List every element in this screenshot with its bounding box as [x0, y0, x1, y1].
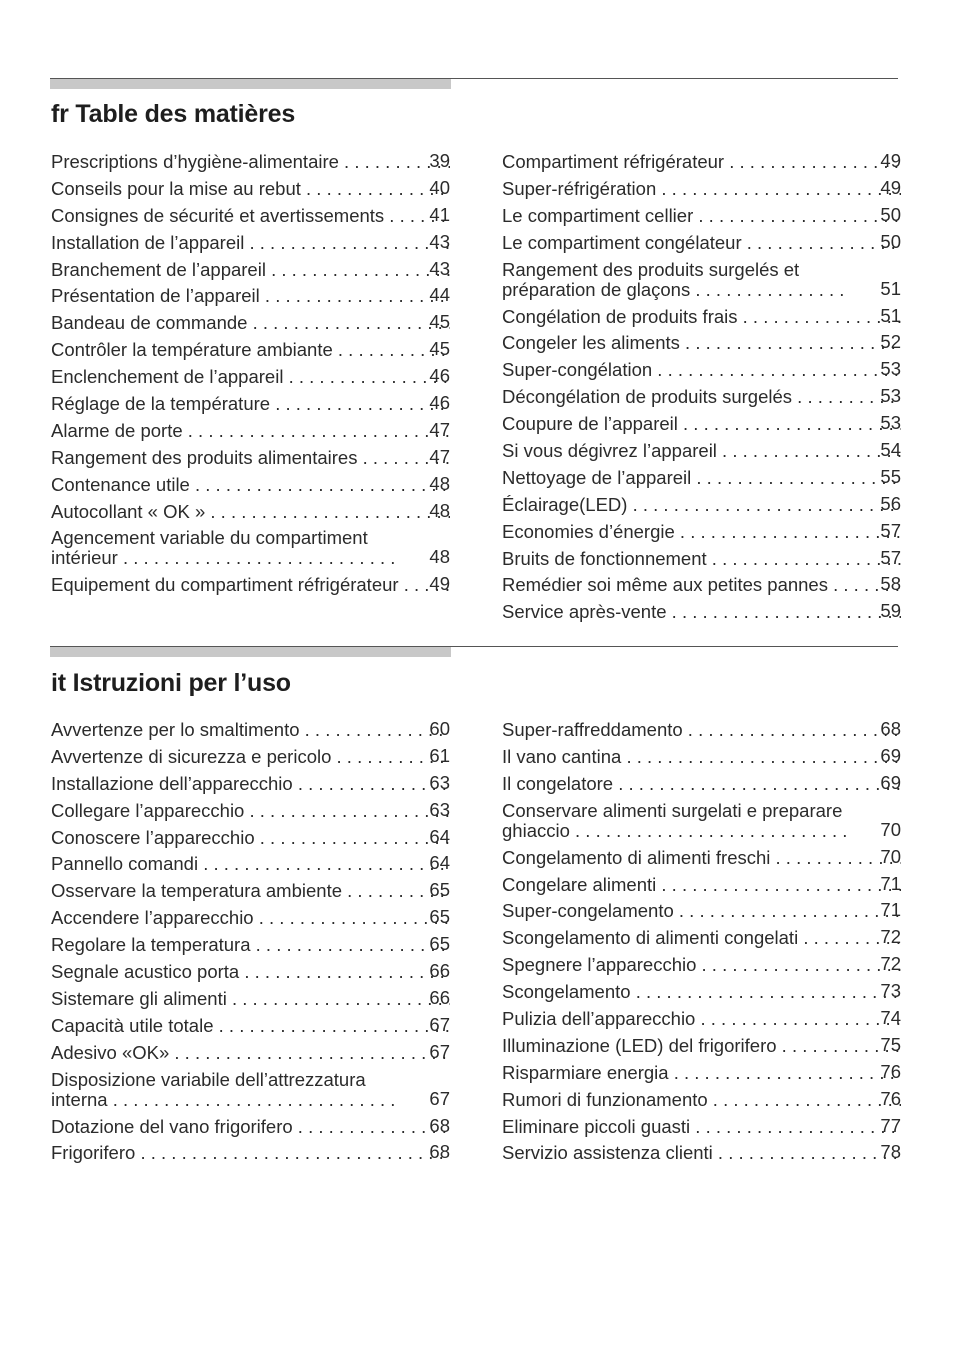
toc-entry-page: 49: [880, 176, 901, 198]
toc-entry-title: Agencement variable du compartiment intérieur . . .: [51, 528, 450, 568]
toc-entry[interactable]: [502, 230, 901, 253]
toc-entry[interactable]: [51, 575, 450, 595]
leader-dots: [627, 492, 901, 515]
leader-dots: [251, 935, 451, 955]
toc-entry[interactable]: [51, 986, 450, 1009]
toc-entry[interactable]: [502, 176, 901, 199]
toc-entry-title: Bandeau de commande . . .: [51, 313, 450, 333]
toc-entry[interactable]: [51, 935, 450, 955]
toc-entry-page: 67: [429, 1087, 450, 1109]
leader-dots: [669, 1060, 901, 1083]
toc-entry-title: Nettoyage de l’appareil . . .: [502, 468, 901, 488]
toc-entry[interactable]: [502, 360, 901, 380]
toc-entry[interactable]: [51, 286, 450, 306]
leader-dots: [266, 257, 450, 280]
toc-entry[interactable]: [502, 414, 901, 434]
toc-entry-title: Il vano cantina . . .: [502, 747, 901, 767]
toc-entry-title: Super-congelamento . . .: [502, 901, 901, 921]
toc-entry[interactable]: [502, 1087, 901, 1110]
leader-dots: [183, 418, 450, 441]
toc-entry[interactable]: [51, 1114, 450, 1137]
toc-entry[interactable]: [502, 845, 901, 868]
toc-entry[interactable]: [51, 394, 450, 414]
leader-dots: [696, 955, 901, 975]
toc-entry[interactable]: [51, 1040, 450, 1063]
leader-dots: [214, 1013, 451, 1036]
toc-entry-title: Rumori di funzionamento . . .: [502, 1090, 901, 1110]
toc-entry[interactable]: [51, 445, 450, 468]
toc-entry-page: 49: [880, 150, 901, 171]
toc-entry-page: 73: [880, 980, 901, 1002]
leader-dots: [51, 547, 395, 568]
leader-dots: [631, 982, 901, 1002]
leader-dots: [683, 720, 901, 740]
leader-dots: [678, 414, 901, 434]
toc-column-fr-left: [51, 152, 450, 602]
leader-dots: [742, 230, 901, 253]
toc-entry-page: 65: [429, 906, 450, 928]
toc-entry-title: Capacità utile totale . . .: [51, 1016, 450, 1036]
leader-dots: [283, 367, 450, 387]
toc-entry[interactable]: [51, 744, 450, 767]
toc-entry-page: 75: [880, 1033, 901, 1055]
leader-dots: [724, 152, 901, 172]
leader-dots: [667, 602, 901, 622]
toc-entry-title: Alarme de porte . . .: [51, 421, 450, 441]
toc-entry-title: Frigorifero . . .: [51, 1143, 450, 1163]
toc-entry[interactable]: [51, 881, 450, 901]
toc-entry-title: Service après-vente . . .: [502, 602, 901, 622]
leader-dots: [255, 825, 450, 848]
toc-entry-page: 53: [880, 385, 901, 407]
leader-dots: [51, 1089, 395, 1110]
toc-entry-page: 51: [880, 277, 901, 299]
toc-entry-page: 57: [880, 546, 901, 568]
toc-entry[interactable]: [502, 492, 901, 515]
toc-entry-page: 53: [880, 358, 901, 380]
toc-entry[interactable]: [502, 602, 901, 622]
toc-entry[interactable]: [502, 519, 901, 542]
toc-entry-page: 49: [429, 573, 450, 595]
toc-entry-page: 43: [429, 230, 450, 252]
toc-entry-title: Consignes de sécurité et avertissements . . .: [51, 206, 450, 226]
toc-entry-page: 77: [880, 1114, 901, 1136]
toc-entry-title: Spegnere l’apparecchio . . .: [502, 955, 901, 975]
toc-entry-page: 52: [880, 331, 901, 353]
toc-entry[interactable]: [502, 872, 901, 895]
toc-entry-title: Bruits de fonctionnement . . .: [502, 549, 901, 569]
leader-dots: [613, 771, 901, 794]
toc-entry[interactable]: [502, 152, 901, 172]
leader-dots: [502, 279, 846, 300]
toc-entry-title: Éclairage(LED) . . .: [502, 495, 901, 515]
language-code: it: [51, 669, 66, 697]
section-title-fr: [51, 100, 295, 129]
toc-entry-title: Il congelatore . . .: [502, 774, 901, 794]
toc-entry[interactable]: [51, 257, 450, 280]
toc-entry-title: Congelare alimenti . . .: [502, 875, 901, 895]
leader-dots: [260, 286, 450, 306]
toc-entry-page: 41: [429, 203, 450, 225]
toc-entry-title: Conservare alimenti surgelati e preparare ghiaccio . . .: [502, 801, 901, 841]
toc-entry[interactable]: [502, 1033, 901, 1056]
toc-column-fr-right: [502, 152, 901, 629]
toc-entry-title: Adesivo «OK» . . .: [51, 1043, 450, 1063]
toc-entry-page: 68: [429, 1114, 450, 1136]
toc-entry-title: Osservare la temperatura ambiente . . .: [51, 881, 450, 901]
toc-entry[interactable]: [502, 387, 901, 407]
toc-entry-page: 76: [880, 1060, 901, 1082]
toc-entry-page: 63: [429, 798, 450, 820]
toc-entry[interactable]: [51, 340, 450, 360]
toc-column-it-right: [502, 720, 901, 1170]
leader-dots: [708, 1087, 901, 1110]
toc-entry-title: Economies d’énergie . . .: [502, 522, 901, 542]
toc-entry-page: 48: [429, 546, 450, 568]
leader-dots: [247, 313, 450, 333]
toc-entry[interactable]: [502, 1060, 901, 1083]
toc-entry-page: 47: [429, 445, 450, 467]
toc-entry-title: Rangement des produits surgelés et préparation de glaçons . . .: [502, 260, 901, 300]
leader-dots: [691, 465, 901, 488]
toc-entry-title: Coupure de l’appareil . . .: [502, 414, 901, 434]
leader-dots: [652, 360, 901, 380]
toc-entry-page: 50: [880, 203, 901, 225]
toc-entry-title: Illuminazione (LED) del frigorifero . . .: [502, 1036, 901, 1056]
toc-entry[interactable]: [51, 771, 450, 794]
toc-entry[interactable]: [502, 1009, 901, 1029]
section-rule-fr: [50, 78, 898, 90]
title-text: Table des matières: [75, 100, 296, 128]
leader-dots: [713, 1143, 901, 1163]
toc-entry-title: Contenance utile . . .: [51, 475, 450, 495]
toc-entry[interactable]: [502, 1143, 901, 1163]
toc-entry-page: 68: [429, 1141, 450, 1163]
toc-entry-title: Pannello comandi . . .: [51, 854, 450, 874]
toc-entry-page: 72: [880, 926, 901, 948]
leader-dots: [707, 546, 901, 569]
toc-entry-page: 67: [429, 1040, 450, 1062]
leader-dots: [254, 908, 450, 928]
leader-dots: [717, 441, 901, 461]
leader-dots: [205, 499, 450, 522]
toc-entry-page: 60: [429, 718, 450, 739]
toc-entry-title: Dotazione del vano frigorifero . . .: [51, 1117, 450, 1137]
toc-entry-page: 65: [429, 879, 450, 901]
leader-dots: [502, 820, 847, 841]
toc-entry[interactable]: [51, 152, 450, 172]
toc-entry[interactable]: [502, 546, 901, 569]
toc-entry-page: 74: [880, 1007, 901, 1029]
toc-entry-title: Réglage de la température . . .: [51, 394, 450, 414]
leader-dots: [135, 1143, 450, 1163]
toc-entry-page: 68: [880, 718, 901, 739]
toc-entry-page: 46: [429, 392, 450, 414]
leader-dots: [190, 472, 450, 495]
leader-dots: [301, 176, 450, 199]
toc-entry-title: Avvertenze di sicurezza e pericolo . . .: [51, 747, 450, 767]
toc-entry-title: Conseils pour la mise au rebut . . .: [51, 179, 450, 199]
toc-entry-title: Contrôler la température ambiante . . .: [51, 340, 450, 360]
toc-entry-page: 55: [880, 465, 901, 487]
toc-entry-title: Scongelamento . . .: [502, 982, 901, 1002]
toc-entry-page: 71: [880, 899, 901, 921]
toc-entry[interactable]: [51, 1013, 450, 1036]
toc-column-it-left: [51, 720, 450, 1170]
toc-entry[interactable]: [51, 1070, 450, 1110]
toc-entry[interactable]: [51, 367, 450, 387]
toc-entry[interactable]: [502, 982, 901, 1002]
toc-entry-title: Servizio assistenza clienti . . .: [502, 1143, 901, 1163]
leader-dots: [695, 1009, 901, 1029]
leader-dots: [675, 519, 901, 542]
toc-entry-title: Autocollant « OK » . . .: [51, 502, 450, 522]
toc-entry[interactable]: [51, 798, 450, 821]
leader-dots: [244, 798, 450, 821]
leader-dots: [656, 176, 901, 199]
toc-entry-title: Super-réfrigération . . .: [502, 179, 901, 199]
toc-entry-page: 78: [880, 1141, 901, 1163]
leader-dots: [244, 230, 450, 253]
toc-entry-page: 43: [429, 257, 450, 279]
leader-dots: [169, 1040, 450, 1063]
toc-entry[interactable]: [51, 720, 450, 740]
toc-entry-title: Segnale acustico porta . . .: [51, 962, 450, 982]
toc-entry-page: 45: [429, 338, 450, 360]
toc-entry[interactable]: [51, 499, 450, 522]
toc-entry[interactable]: [502, 1114, 901, 1137]
toc-entry-title: Présentation de l’appareil . . .: [51, 286, 450, 306]
toc-entry[interactable]: [502, 744, 901, 767]
toc-entry-page: 40: [429, 176, 450, 198]
toc-entry-page: 70: [880, 845, 901, 867]
toc-entry-title: Conoscere l’apparecchio . . .: [51, 828, 450, 848]
leader-dots: [674, 901, 901, 921]
toc-entry[interactable]: [51, 313, 450, 333]
toc-entry-title: Super-congélation . . .: [502, 360, 901, 380]
toc-entry[interactable]: [502, 801, 901, 841]
toc-entry[interactable]: [51, 418, 450, 441]
toc-entry-page: 53: [880, 412, 901, 434]
toc-entry-page: 71: [880, 872, 901, 894]
toc-entry-title: Eliminare piccoli guasti . . .: [502, 1117, 901, 1137]
leader-dots: [227, 986, 450, 1009]
toc-entry-page: 50: [880, 230, 901, 252]
toc-entry[interactable]: [51, 472, 450, 495]
toc-entry[interactable]: [502, 771, 901, 794]
leader-dots: [656, 872, 901, 895]
toc-entry-page: 54: [880, 439, 901, 461]
toc-entry-page: 76: [880, 1087, 901, 1109]
toc-entry-page: 59: [880, 600, 901, 622]
toc-entry-page: 45: [429, 311, 450, 333]
toc-entry-page: 46: [429, 365, 450, 387]
toc-entry[interactable]: [502, 928, 901, 948]
toc-entry-page: 66: [429, 986, 450, 1008]
toc-entry-page: 65: [429, 933, 450, 955]
section-rule-it: [50, 646, 898, 658]
toc-entry-title: Congélation de produits frais . . .: [502, 307, 901, 327]
toc-entry-page: 72: [880, 953, 901, 975]
toc-entry-page: 66: [429, 960, 450, 982]
toc-entry-title: Regolare la temperatura . . .: [51, 935, 450, 955]
leader-dots: [738, 304, 901, 327]
toc-entry-title: Scongelamento di alimenti congelati . . .: [502, 928, 901, 948]
toc-entry-page: 58: [880, 573, 901, 595]
toc-entry-title: Congelamento di alimenti freschi . . .: [502, 848, 901, 868]
toc-entry-title: Si vous dégivrez l’appareil . . .: [502, 441, 901, 461]
toc-entry-title: Equipement du compartiment réfrigérateur . . .: [51, 575, 450, 595]
toc-entry-title: Le compartiment congélateur . . .: [502, 233, 901, 253]
toc-entry-title: Décongélation de produits surgelés . . .: [502, 387, 901, 407]
toc-entry-title: Branchement de l’appareil . . .: [51, 260, 450, 280]
toc-entry-title: Pulizia dell’apparecchio . . .: [502, 1009, 901, 1029]
leader-dots: [293, 771, 450, 794]
language-code: fr: [51, 100, 69, 128]
toc-entry-page: 39: [429, 150, 450, 171]
toc-entry[interactable]: [51, 1143, 450, 1163]
toc-entry-page: 70: [880, 818, 901, 840]
leader-dots: [239, 962, 450, 982]
toc-entry-title: Enclenchement de l’appareil . . .: [51, 367, 450, 387]
leader-dots: [300, 720, 451, 740]
toc-entry[interactable]: [51, 230, 450, 253]
toc-entry-page: 67: [429, 1013, 450, 1035]
toc-entry-title: Collegare l’apparecchio . . .: [51, 801, 450, 821]
toc-entry-page: 69: [880, 771, 901, 793]
leader-dots: [690, 1114, 901, 1137]
toc-entry-page: 51: [880, 304, 901, 326]
toc-entry-page: 57: [880, 519, 901, 541]
toc-entry[interactable]: [502, 260, 901, 300]
toc-entry-page: 48: [429, 499, 450, 521]
toc-entry-title: Compartiment réfrigérateur . . .: [502, 152, 901, 172]
toc-entry[interactable]: [51, 908, 450, 928]
toc-entry-page: 56: [880, 492, 901, 514]
toc-entry-page: 61: [429, 744, 450, 766]
toc-entry-page: 64: [429, 852, 450, 874]
toc-entry[interactable]: [502, 203, 901, 226]
toc-entry-title: Super-raffreddamento . . .: [502, 720, 901, 740]
toc-entry-title: Le compartiment cellier . . .: [502, 206, 901, 226]
leader-dots: [198, 854, 450, 874]
toc-entry-page: 48: [429, 472, 450, 494]
leader-dots: [693, 203, 901, 226]
section-title-it: [51, 669, 291, 698]
toc-entry[interactable]: [502, 575, 901, 595]
toc-entry-page: 69: [880, 744, 901, 766]
toc-entry-title: Installation de l’appareil . . .: [51, 233, 450, 253]
toc-entry-page: 47: [429, 418, 450, 440]
toc-entry-page: 63: [429, 771, 450, 793]
leader-dots: [293, 1114, 450, 1137]
toc-entry[interactable]: [502, 304, 901, 327]
toc-entry-title: Installazione dell’apparecchio . . .: [51, 774, 450, 794]
toc-entry-title: Avvertenze per lo smaltimento . . .: [51, 720, 450, 740]
toc-entry[interactable]: [51, 528, 450, 568]
toc-entry[interactable]: [51, 203, 450, 226]
leader-dots: [621, 744, 901, 767]
toc-entry[interactable]: [51, 176, 450, 199]
toc-entry-title: Prescriptions d’hygiène-alimentaire . . .: [51, 152, 450, 172]
leader-dots: [680, 333, 901, 353]
toc-entry-title: Remédier soi même aux petites pannes . . .: [502, 575, 901, 595]
toc-entry[interactable]: [502, 465, 901, 488]
title-text: Istruzioni per l’uso: [72, 669, 291, 697]
toc-entry-title: Accendere l’apparecchio . . .: [51, 908, 450, 928]
toc-entry-title: Risparmiare energia . . .: [502, 1063, 901, 1083]
leader-dots: [270, 394, 450, 414]
toc-entry[interactable]: [502, 955, 901, 975]
toc-entry[interactable]: [51, 825, 450, 848]
toc-entry[interactable]: [51, 854, 450, 874]
toc-entry-title: Rangement des produits alimentaires . . .: [51, 448, 450, 468]
toc-entry[interactable]: [51, 962, 450, 982]
toc-entry-page: 64: [429, 825, 450, 847]
toc-entry-title: Disposizione variabile dell’attrezzatura interna . . .: [51, 1070, 450, 1110]
toc-entry[interactable]: [502, 901, 901, 921]
toc-entry-title: Congeler les aliments . . .: [502, 333, 901, 353]
toc-entry[interactable]: [502, 441, 901, 461]
toc-entry[interactable]: [502, 333, 901, 353]
toc-entry-page: 44: [429, 284, 450, 306]
toc-entry-title: Sistemare gli alimenti . . .: [51, 989, 450, 1009]
toc-entry[interactable]: [502, 720, 901, 740]
